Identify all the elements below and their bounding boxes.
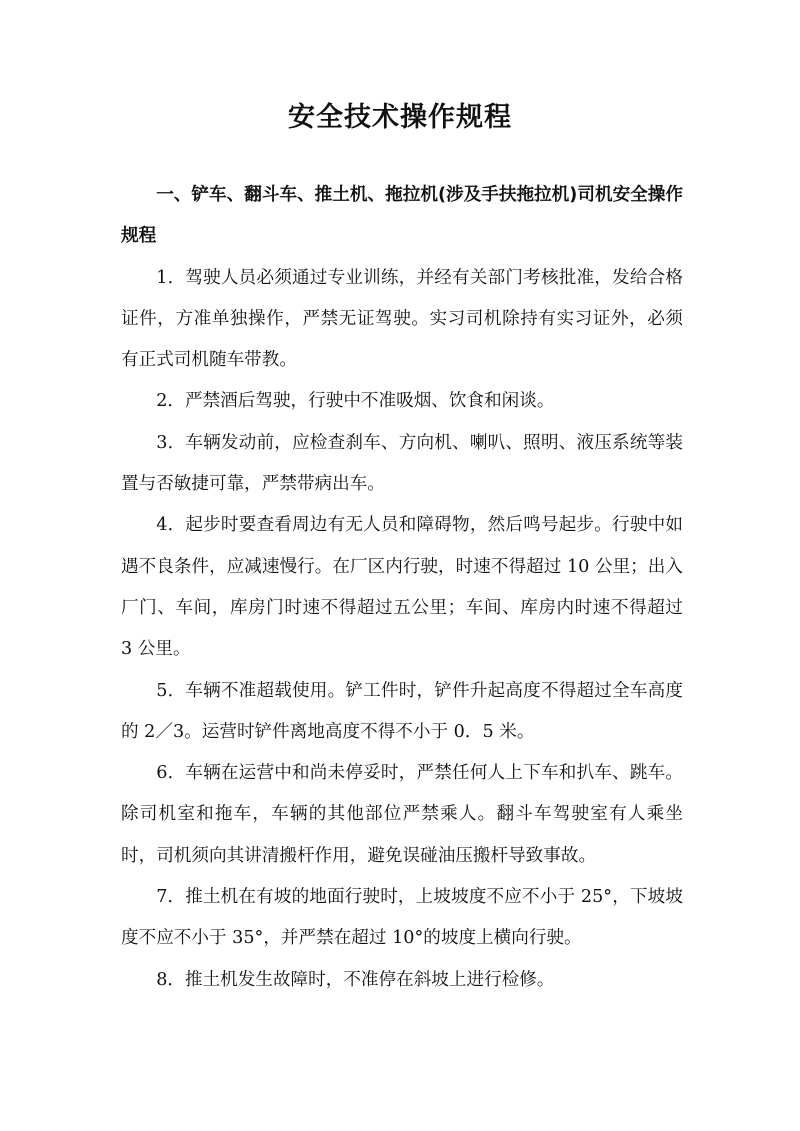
rule-item-5: 5．车辆不准超载使用。铲工件时，铲件升起高度不得超过全车高度的 2／3。运营时铲件离地高度不得不小于 0．5 米。 <box>121 680 683 742</box>
rule-item-2: 2．严禁酒后驾驶，行驶中不准吸烟、饮食和闲谈。 <box>156 391 555 412</box>
rule-item-4: 4．起步时要查看周边有无人员和障碍物，然后鸣号起步。行驶中如遇不良条件，应减速慢行。在厂区内行驶，时速不得超过 10 公里；出入厂门、车间，库房门时速不得超过五公里；车间、库房内时速不得超过 3 公里。 <box>121 515 683 660</box>
rule-item-7: 7．推土机在有坡的地面行驶时，上坡坡度不应不小于 25°，下坡坡度不应不小于 35°，并严禁在超过 10°的坡度上横向行驶。 <box>121 887 683 949</box>
rule-item-6: 6．车辆在运营中和尚未停妥时，严禁任何人上下车和扒车、跳车。除司机室和拖车，车辆的其他部位严禁乘人。翻斗车驾驶室有人乘坐时，司机须向其讲清搬杆作用，避免误碰油压搬杆导致事故。 <box>121 763 683 866</box>
section-heading: 一、铲车、翻斗车、推土机、拖拉机(涉及手扶拖拉机)司机安全操作规程 <box>121 185 683 247</box>
rule-item-3: 3．车辆发动前，应检查刹车、方向机、喇叭、照明、液压系统等装置与否敏捷可靠，严禁带病出车。 <box>121 432 683 495</box>
rule-item-1: 1．驾驶人员必须通过专业训练，并经有关部门考核批准，发给合格证件，方准单独操作，严禁无证驾驶。实习司机除持有实习证外，必须有正式司机随车带教。 <box>121 267 683 371</box>
document-title: 安全技术操作规程 <box>288 102 512 133</box>
rule-item-8: 8．推土机发生故障时，不准停在斜坡上进行检修。 <box>156 969 555 990</box>
document-body <box>121 175 683 1001</box>
